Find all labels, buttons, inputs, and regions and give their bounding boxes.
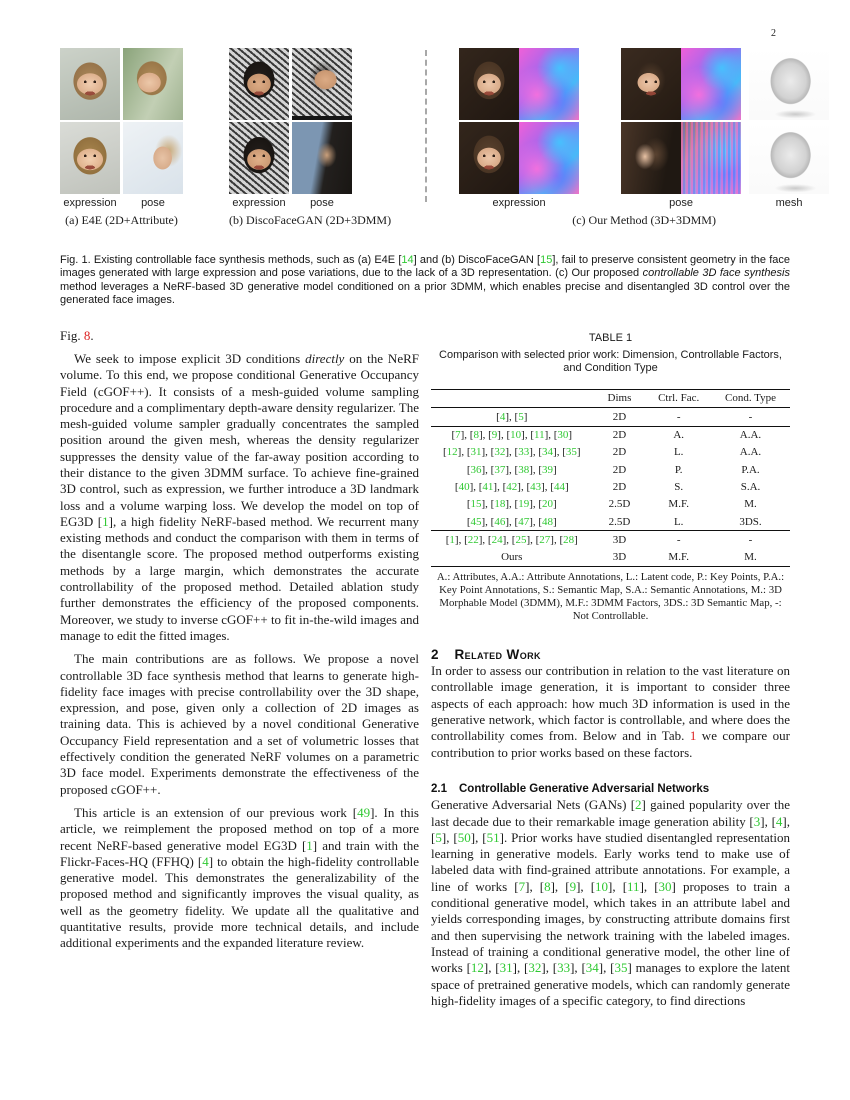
table-column-header: Ctrl. Fac. [658,392,700,405]
label-pose: pose [669,197,693,209]
citation-link[interactable]: 43 [530,480,542,493]
table-column-header: Cond. Type [725,392,776,405]
table-column-header: Dims [607,392,632,405]
expression-pair-1 [459,48,579,120]
citation-link[interactable]: 31 [499,960,513,976]
table-1-label: TABLE 1 [588,331,633,344]
citation-link[interactable]: 7 [518,878,526,894]
citation-link[interactable]: 9 [569,878,577,894]
citation-link[interactable]: 31 [470,446,482,459]
face-image-discofacegan-pose-2 [292,122,352,194]
table-cell: S. [674,480,684,493]
table-cell: 2D [612,429,627,442]
citation-link[interactable]: 45 [470,515,482,528]
table-header-row [431,389,790,407]
face-image-ours-pose-1 [621,48,681,120]
subfigure-caption-a: (a) E4E (2D+Attribute) [65,213,178,227]
citation-link[interactable]: 9 [491,429,498,442]
citation-link[interactable]: 35 [565,446,577,459]
citation-link[interactable]: 34 [585,960,599,976]
table-cell-references: [45], [46], [47], [48] [466,515,557,528]
citation-link[interactable]: 51 [486,829,500,845]
citation-link[interactable]: 8 [473,429,479,442]
table-cell: M.F. [668,551,689,564]
citation-link[interactable]: 50 [457,829,471,845]
page-number: 2 [771,28,776,39]
subfigure-caption-b: (b) DiscoFaceGAN (2D+3DMM) [229,213,392,227]
citation-link[interactable]: 35 [614,960,628,976]
table-1-title: Comparison with selected prior work: Dimension, Controllable Factors, and Condition Type [439,348,782,374]
figure-c-row-2 [459,122,829,194]
label-mesh: mesh [775,197,803,209]
face-image-discofacegan-expression-1 [229,48,289,120]
citation-link[interactable]: 47 [518,515,530,528]
face-image-discofacegan-expression-2 [229,122,289,194]
figure-image-row [60,48,803,228]
citation-link[interactable]: 34 [542,446,554,459]
table-cell: S.A. [740,480,761,493]
table-cell: - [676,410,681,423]
table-cell-references: [40], [41], [42], [43], [44] [454,480,569,493]
figure-group-c [459,48,829,228]
table-cell: 3DS. [739,515,762,528]
citation-link[interactable]: 46 [494,515,506,528]
expression-pair-2 [459,122,579,194]
mesh-render-2 [749,122,829,194]
table-cell: A.A. [739,429,762,442]
citation-link[interactable]: 7 [455,429,461,442]
table-cell: - [676,533,681,546]
citation-link[interactable]: 4 [775,813,783,829]
table-cell: M. [744,551,757,564]
citation-link[interactable]: 4 [499,410,506,423]
table-cell-references: [7], [8], [9], [10], [11], [30] [451,429,573,442]
table-column-header [431,389,593,407]
citation-link[interactable]: 15 [540,254,553,266]
citation-link[interactable]: 33 [518,446,530,459]
face-image-ours-pose-2 [621,122,681,194]
citation-link[interactable]: 22 [467,533,479,546]
figure-a-labels [60,197,183,209]
paragraph: Generative Adversarial Nets (GANs) [2] gained popularity over the last decade due to their remarkable image generation ability [3], [4], [5], [50], [51]. Prior works have studied disentangled representation learning in generative models. Early works tend to make use of labeled data with find-grained attribute annotations. For example, a line of works [7], [8], [9], [10], [11], [30] proposes to train a conditional generative model, which takes in an attribute label and yields corresponding images, by constructing attribute domains first and then supervising the network training with the labeled images. Instead of training a conditional generative model, the other line of works [12], [31], [32], [33], [34], [35] manages to explore the latent space of pretrained generative models, which can randomly generate high-fidelity images of a specific category, to find directions [431,797,791,1008]
citation-link[interactable]: 12 [470,960,484,976]
figure-b-grid [229,48,391,194]
figure-1 [60,48,803,228]
right-column [431,328,790,1010]
table-cell: P. [674,463,683,476]
table-cell: 2.5D [608,515,631,528]
subsection-title: Controllable Generative Adversarial Networks [459,782,710,795]
table-1-footnote: A.: Attributes, A.A.: Attribute Annotations, L.: Latent code, P.: Key Points, P.A.: Key Point Annotations, S.: Semantic Map, S.A.: Semantic Annotations, M.: 3D Morphable Model (3DMM), M.F.: 3DMM Factors, 3DS.: 3D Semantic Map, -: Not Controllable. [436,570,785,622]
table-cell-references: [1], [22], [24], [25], [27], [28] [445,533,578,546]
citation-link[interactable]: 44 [553,480,565,493]
citation-link[interactable]: 8 [544,878,551,894]
figure-a-grid [60,48,183,194]
citation-link[interactable]: 4 [202,853,209,869]
table-cell: P.A. [741,463,760,476]
section-number: 2 [431,646,439,662]
citation-link[interactable]: 32 [494,446,506,459]
citation-link[interactable]: 40 [458,480,470,493]
normal-map-pose-2 [681,122,741,194]
table-row [431,549,790,567]
citation-link[interactable]: 1 [449,533,455,546]
table-cell-references: [4], [5] [496,410,528,423]
label-pose: pose [141,197,165,209]
face-image-ours-expression-2 [459,122,519,194]
citation-link[interactable]: 10 [595,878,609,894]
table-cell: 3D [612,551,627,564]
table-cell: A.A. [739,446,762,459]
table-cell-references: Ours [501,551,523,564]
citation-link[interactable]: 12 [446,446,458,459]
citation-link[interactable]: 5 [435,829,442,845]
citation-link[interactable]: 36 [470,463,482,476]
figure-group-b [229,48,391,228]
mesh-column-1 [749,48,829,120]
table-cell: L. [673,446,684,459]
emphasized-text: controllable 3D face synthesis [642,267,790,280]
citation-link[interactable]: 25 [515,533,527,546]
citation-link[interactable]: 1 [306,837,313,853]
figure-group-a [60,48,183,228]
citation-link[interactable]: 49 [357,804,371,820]
citation-link[interactable]: 11 [533,429,545,442]
internal-ref-link[interactable]: 1 [689,728,697,744]
table-row [431,478,790,495]
citation-link[interactable]: 10 [510,429,522,442]
citation-link[interactable]: 2 [635,797,642,813]
normal-map-pose-1 [681,48,741,120]
table-cell: - [748,410,753,423]
table-cell: 2D [612,446,627,459]
figure-c-row-1 [459,48,829,120]
citation-link[interactable]: 24 [491,533,503,546]
table-cell: M. [744,498,757,511]
table-cell: 2.5D [608,498,631,511]
citation-link[interactable]: 27 [539,533,551,546]
citation-link[interactable]: 30 [557,429,569,442]
citation-link[interactable]: 14 [401,254,414,266]
face-image-e4e-pose-2 [123,122,183,194]
table-cell-references: [36], [37], [38], [39] [466,463,557,476]
citation-link[interactable]: 1 [102,513,109,529]
citation-link[interactable]: 42 [506,480,518,493]
citation-link[interactable]: 3 [753,813,761,829]
citation-link[interactable]: 11 [627,878,640,894]
face-image-e4e-expression-2 [60,122,120,194]
table-cell: - [748,533,753,546]
subsection-heading-controllable-gans [431,781,790,797]
table-row [431,426,790,444]
comparison-table [431,389,790,567]
label-expression: expression [63,197,117,209]
face-image-e4e-pose-1 [123,48,183,120]
mesh-render-1 [749,48,829,120]
table-cell: 2D [612,463,627,476]
paragraph: We seek to impose explicit 3D conditions directly on the NeRF volume. To this end, we propose conditional Generative Occupancy Field (cGOF++). It consists of a mesh-guided volume sampling procedure and a complimentary depth-aware density regularizer. The mesh-guided volume sampler gradually concentrates the sampled position around the given mesh, whereas the density regularizer suppresses the density value of the far-away position according to their distance to the given 3DMM surface. To achieve fine-grained 3D control, such as expression, we further introduce a 3D landmark loss and a volume warping loss. We develop the model on top of EG3D [1], a high fidelity NeRF-based method. We recurrent many existing methods and conduct the comparison with them in terms of the disentangle score. The proposed method outperforms existing methods by a large margin, which demonstrates the accurate controllability of the proposed method. Detailed ablation study further demonstrates the efficiency of the proposed components. Moreover, we study to inverse cGOF++ to fit in-the-wild images and manage to edit the fitted images. [60,350,420,643]
citation-link[interactable]: 15 [470,498,482,511]
paragraph: This article is an extension of our previous work [49]. In this article, we reimplement the proposed method on top of a more recent NeRF-based generative model EG3D [1] and train with the Flickr-Faces-HQ (FFHQ) [4] to obtain the high-fidelity controllable generative model. This demonstrates the generalizability of the proposed method and significantly improves the visual quality, as well as the geometry fidelity. We update all the qualitative and quantitative results, provide more technical details, and include additional experiments and the expanded literature review. [60,804,419,951]
citation-link[interactable]: 41 [482,480,494,493]
subsection-number: 2.1 [431,782,447,795]
table-cell: L. [673,515,684,528]
section-heading-related-work [431,647,790,663]
normal-map-expression-1 [519,48,579,120]
table-cell: A. [673,429,685,442]
label-pose: pose [310,197,334,209]
citation-link[interactable]: 20 [542,498,554,511]
citation-link[interactable]: 37 [494,463,506,476]
section-title: Related Work [454,646,541,662]
figure-b-labels [229,197,391,209]
face-image-e4e-expression-1 [60,48,120,120]
label-expression: expression [232,197,286,209]
citation-link[interactable]: 18 [494,498,506,511]
table-row [431,444,790,461]
paragraph: The main contributions are as follows. We propose a novel controllable 3D face synthesis method that learns to generate high-fidelity face images with precise controllability over the 3D shape, expression, and pose, given only a collection of 2D images as training data. This is achieved by a novel conditional Generative Occupancy Field representation and a set of volumetric losses that effectively condition the generated NeRF volumes on a parametric 3D face model. Experiments demonstrate the effectiveness of the proposed cGOF++. [60,651,419,797]
table-row [431,408,790,426]
figure-c-labels [459,197,829,209]
left-column [60,328,419,1010]
citation-link[interactable]: 30 [658,878,672,894]
table-cell: 2D [612,480,627,493]
dangling-figure-reference: Fig. 8. [60,327,94,343]
table-cell: 3D [612,533,627,546]
table-row [431,531,790,549]
emphasized-text: directly [305,350,345,366]
figure-dashed-divider [425,50,427,202]
table-cell-references: [12], [31], [32], [33], [34], [35] [442,446,581,459]
table-row [431,496,790,513]
table-row [431,461,790,478]
table-cell: M.F. [668,498,689,511]
normal-map-expression-2 [519,122,579,194]
citation-link[interactable]: 33 [557,960,571,976]
table-cell-references: [15], [18], [19], [20] [466,498,557,511]
label-expression: expression [492,197,546,209]
paragraph: In order to assess our contribution in relation to the vast literature on controllable image generation, it is important to consider three aspects of each approach: how much 3D information is used in the generative network, which factor is controllable, and where does the controllability comes from. Below and in Tab. 1 we compare our contribution to prior works based on these factors. [431,663,790,760]
body-columns [60,328,790,1010]
figure-1-caption: Fig. 1. Existing controllable face synthesis methods, such as (a) E4E [14] and (b) DiscoFaceGAN [15], fail to preserve consistent geometry in the face images generated with large expression and pose variations, due to the lack of a 3D representation. (c) Our proposed controllable 3D face synthesis method leverages a NeRF-based 3D generative model conditioned on a prior 3DMM, which enables precise and disentangled 3D control over the generated face images. [60,254,791,307]
table-cell: 2D [612,410,627,423]
pose-pair-1 [621,48,741,120]
subfigure-caption-c: (c) Our Method (3D+3DMM) [572,213,716,227]
face-image-ours-expression-1 [459,48,519,120]
citation-link[interactable]: 39 [542,463,554,476]
citation-link[interactable]: 48 [542,515,554,528]
citation-link[interactable]: 28 [563,533,575,546]
internal-ref-link[interactable]: 8 [83,327,91,343]
citation-link[interactable]: 19 [518,498,530,511]
pose-pair-2 [621,122,741,194]
citation-link[interactable]: 38 [518,463,530,476]
mesh-column-2 [749,122,829,194]
citation-link[interactable]: 32 [528,960,542,976]
face-image-discofacegan-pose-1 [292,48,352,120]
table-row [431,513,790,531]
citation-link[interactable]: 5 [518,410,524,423]
